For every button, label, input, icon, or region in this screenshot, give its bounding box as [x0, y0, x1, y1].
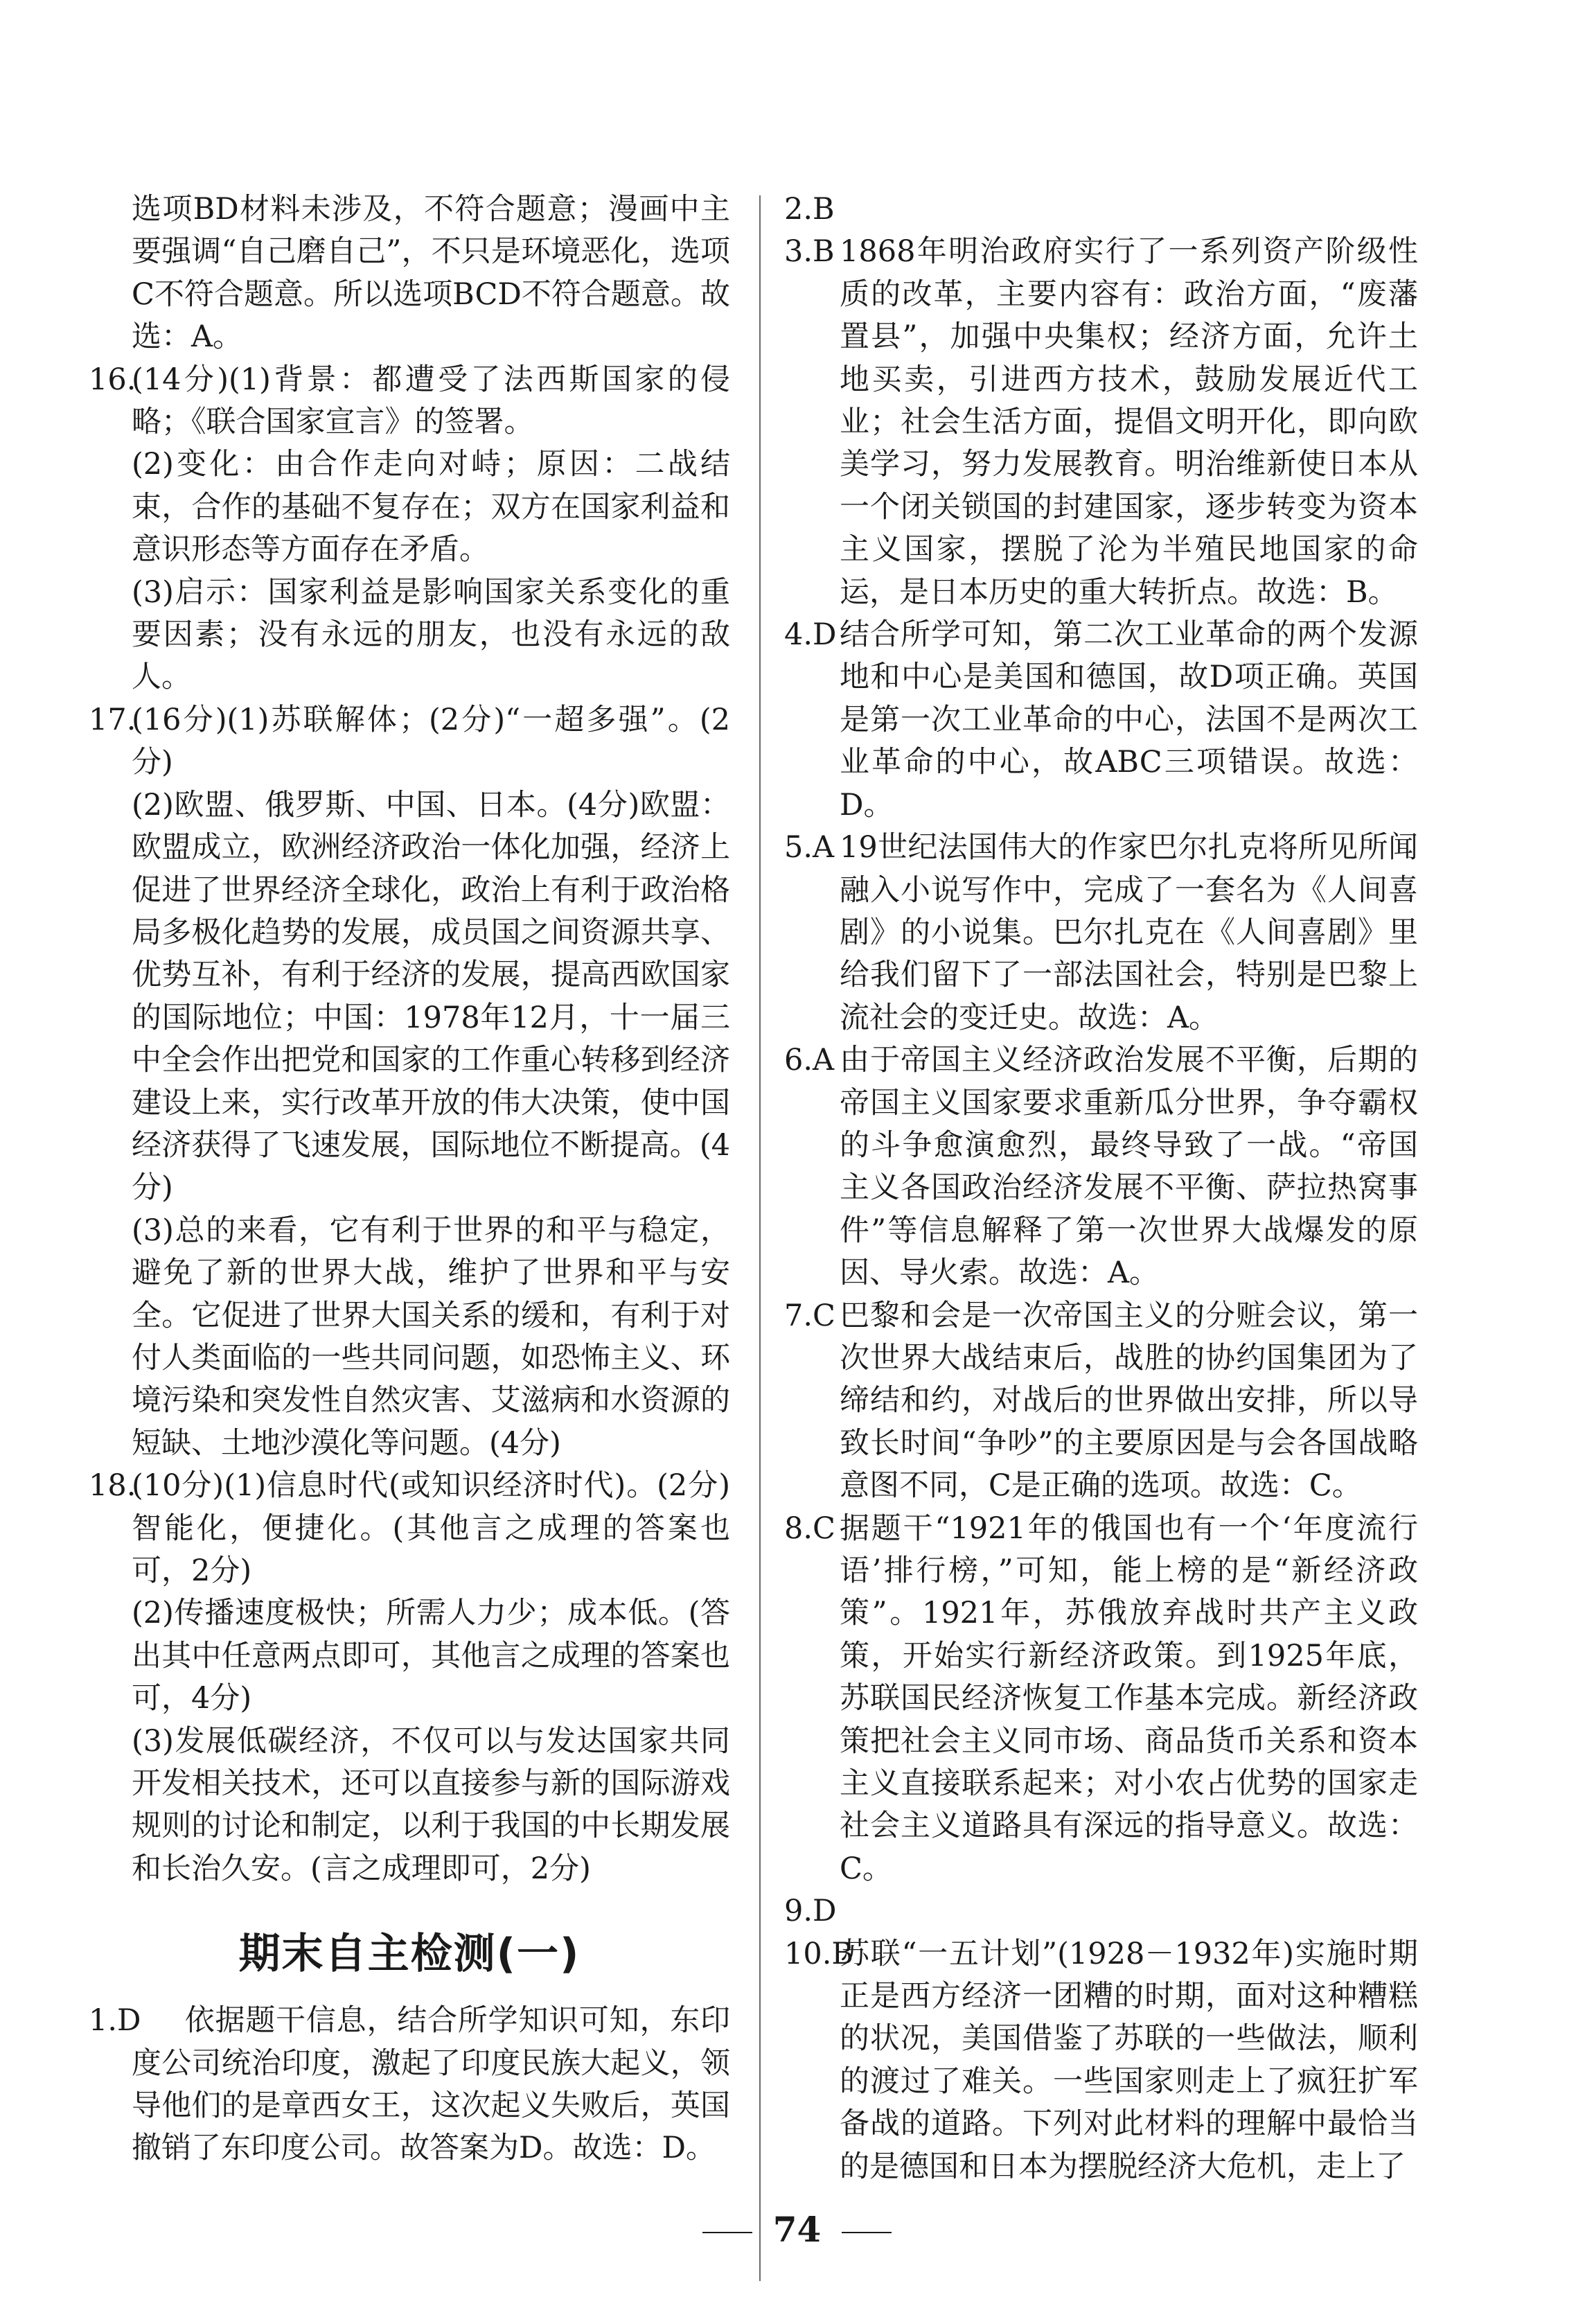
answer-text: 结合所学可知，第二次工业革命的两个发源地和中心是美国和德国，故D项正确。英国是第一次工业革命的中心，法国不是两次工业革命的中心，故ABC三项错误。故选：D。	[840, 617, 1418, 822]
question-10	[784, 1933, 1418, 2188]
answer-text: 1868年明治政府实行了一系列资产阶级性质的改革，主要内容有：政治方面，“废藩置县”，加强中央集权；经济方面，允许土地买卖，引进西方技术，鼓励发展近代工业；社会生活方面，提倡文明开化，即向欧美学习，努力发展教育。明治维新使日本从一个闭关锁国的封建国家，逐步转变为资本主义国家，摆脱了沦为半殖民地国家的命运，是日本历史的重大转折点。故选：B。	[840, 234, 1418, 610]
page-number: 74	[772, 2209, 822, 2250]
question-7	[784, 1295, 1418, 1508]
column-divider	[759, 195, 761, 2281]
answer-text: 依据题干信息，结合所学知识可知，东印度公司统治印度，激起了印度民族大起义，领导他们的是章西女王，这次起义失败后，英国撤销了东印度公司。故答案为D。故选：D。	[132, 2003, 730, 2166]
question-18	[89, 1465, 730, 1890]
footer-dash-left	[702, 2232, 752, 2233]
question-6	[784, 1039, 1418, 1294]
question-8	[784, 1508, 1418, 1891]
question-number: 9.D	[784, 1894, 837, 1929]
question-number: 2.B	[784, 192, 835, 227]
answer-part-2: (2)传播速度极快；所需人力少；成本低。(答出其中任意两点即可，其他言之成理的答案也可，4分)	[132, 1596, 730, 1716]
question-number: 4.D	[784, 617, 837, 653]
question-number: 18.	[89, 1468, 136, 1504]
question-number: 3.B	[784, 234, 835, 270]
question-16	[89, 359, 730, 699]
right-column	[784, 188, 1418, 2188]
question-number: 7.C	[784, 1298, 835, 1333]
left-column	[89, 188, 730, 2170]
section-title: 期末自主检测(一)	[238, 1930, 581, 1979]
question-5	[784, 827, 1418, 1039]
answer-part-2: (2)变化：由合作走向对峙；原因：二战结束，合作的基础不复存在；双方在国家利益和意识形态等方面存在矛盾。	[132, 447, 730, 567]
answer-part-1: (14分)(1)背景：都遭受了法西斯国家的侵略；《联合国家宣言》的签署。	[132, 362, 730, 440]
question-number: 1.D	[89, 2003, 141, 2039]
question-4	[784, 614, 1418, 827]
question-3	[784, 231, 1418, 614]
question-2	[784, 188, 1418, 231]
question-number: 16.	[89, 362, 136, 397]
answer-part-1: (16分)(1)苏联解体；(2分)“一超多强”。(2分)	[132, 702, 730, 780]
question-number: 10.B	[784, 1936, 853, 1971]
answer-text: 由于帝国主义经济政治发展不平衡，后期的帝国主义国家要求重新瓜分世界，争夺霸权的斗争愈演愈烈，最终导致了一战。“帝国主义各国政治经济发展不平衡、萨拉热窝事件”等信息解释了第一次世界大战爆发的原因、导火索。故选：A。	[840, 1043, 1418, 1291]
question-number: 5.A	[784, 830, 835, 865]
question-number: 17.	[89, 702, 136, 737]
answer-text	[784, 188, 1418, 231]
q15-explanation-continued: 选项BD材料未涉及，不符合题意；漫画中主要强调“自己磨自己”，不只是环境恶化，选项C不符合题意。所以选项BCD不符合题意。故选：A。	[132, 192, 730, 355]
answer-text: 据题干“1921年的俄国也有一个‘年度流行语’排行榜，”可知，能上榜的是“新经济政策”。1921年，苏俄放弃战时共产主义政策，开始实行新经济政策。到1925年底，苏联国民经济恢复工作基本完成。新经济政策把社会主义同市场、商品货币关系和资本主义直接联系起来；对小农占优势的国家走社会主义道路具有深远的指导意义。故选：C。	[840, 1511, 1418, 1886]
answer-part-3: (3)总的来看，它有利于世界的和平与稳定，避免了新的世界大战，维护了世界和平与安全。它促进了世界大国关系的缓和，有利于对付人类面临的一些共同问题，如恐怖主义、环境污染和突发性自然灾害、艾滋病和水资源的短缺、土地沙漠化等问题。(4分)	[132, 1213, 730, 1461]
answer-text	[784, 1890, 1418, 1933]
answer-part-2: (2)欧盟、俄罗斯、中国、日本。(4分)欧盟：欧盟成立，欧洲经济政治一体化加强，经济上促进了世界经济全球化，政治上有利于政治格局多极化趋势的发展，成员国之间资源共享、优势互补，有利于经济的发展，提高西欧国家的国际地位；中国：1978年12月，十一届三中全会作出把党和国家的工作重心转移到经济建设上来，实行改革开放的伟大决策，使中国经济获得了飞速发展，国际地位不断提高。(4分)	[132, 787, 730, 1206]
question-9	[784, 1890, 1418, 1933]
question-1	[89, 2000, 730, 2170]
footer-dash-right	[842, 2232, 892, 2233]
answer-part-3: (3)启示：国家利益是影响国家关系变化的重要因素；没有永远的朋友，也没有永远的敌人。	[132, 574, 730, 695]
question-number: 6.A	[784, 1043, 835, 1078]
page-footer	[0, 2209, 1594, 2250]
answer-part-1: (10分)(1)信息时代(或知识经济时代)。(2分)智能化，便捷化。(其他言之成理的答案也可，2分)	[132, 1468, 730, 1588]
answer-text: 巴黎和会是一次帝国主义的分赃会议，第一次世界大战结束后，战胜的协约国集团为了缔结和约，对战后的世界做出安排，所以导致长时间“争吵”的主要原因是与会各国战略意图不同，C是正确的选项。故选：C。	[840, 1298, 1418, 1504]
question-17	[89, 699, 730, 1465]
answer-part-3: (3)发展低碳经济，不仅可以与发达国家共同开发相关技术，还可以直接参与新的国际游戏规则的讨论和制定，以利于我国的中长期发展和长治久安。(言之成理即可，2分)	[132, 1723, 730, 1886]
answer-text: 苏联“一五计划”(1928－1932年)实施时期正是西方经济一团糟的时期，面对这种糟糕的状况，美国借鉴了苏联的一些做法，顺利的渡过了难关。一些国家则走上了疯狂扩军备战的道路。下列对此材料的理解中最恰当的是德国和日本为摆脱经济大危机，走上了	[840, 1936, 1418, 2184]
question-number: 8.C	[784, 1511, 835, 1546]
answer-text: 19世纪法国伟大的作家巴尔扎克将所见所闻融入小说写作中，完成了一套名为《人间喜剧》的小说集。巴尔扎克在《人间喜剧》里给我们留下了一部法国社会，特别是巴黎上流社会的变迁史。故选：A。	[840, 830, 1418, 1035]
